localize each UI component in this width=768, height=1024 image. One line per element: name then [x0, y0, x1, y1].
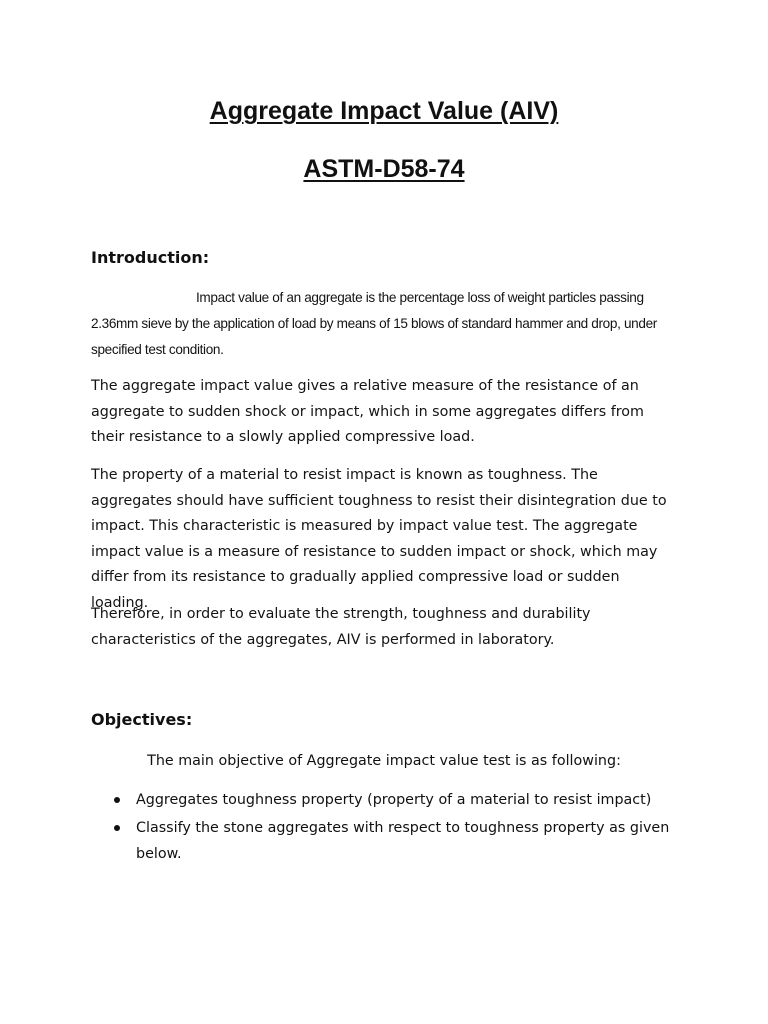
- list-item-text: Classify the stone aggregates with respect to toughness property as given below.: [136, 820, 670, 862]
- intro-paragraph-1: Impact value of an aggregate is the percentage loss of weight particles passing 2.36mm sieve by the application of load by means of 15 blows of standard hammer and drop, under specified test condition.: [91, 290, 657, 357]
- bullet-icon: [114, 825, 120, 831]
- bullet-icon: [114, 797, 120, 803]
- intro-paragraph-3: The property of a material to resist impact is known as toughness. The aggregates should have sufficient toughness to resist their disintegration due to impact. This characteristic is measured by impact value test. The aggregate impact value is a measure of resistance to sudden impact or shock, which may differ from its resistance to gradually applied compressive load or sudden loading.: [91, 467, 667, 611]
- intro-paragraph-4: Therefore, in order to evaluate the strength, toughness and durability characteristics of the aggregates, AIV is performed in laboratory.: [91, 606, 591, 648]
- objectives-lead: The main objective of Aggregate impact value test is as following:: [147, 753, 621, 769]
- intro-paragraph-2: The aggregate impact value gives a relative measure of the resistance of an aggregate to sudden shock or impact, which in some aggregates differs from their resistance to a slowly applied compressive load.: [91, 378, 644, 445]
- list-item: [114, 815, 674, 867]
- objectives-list: [114, 787, 674, 869]
- document-title: Aggregate Impact Value (AIV): [209, 97, 559, 125]
- objectives-heading: Objectives:: [91, 710, 193, 729]
- introduction-heading: Introduction:: [91, 248, 210, 267]
- list-item: [114, 787, 674, 813]
- list-item-text: Aggregates toughness property (property of a material to resist impact): [136, 792, 652, 808]
- standard-code: ASTM-D58-74: [303, 155, 465, 183]
